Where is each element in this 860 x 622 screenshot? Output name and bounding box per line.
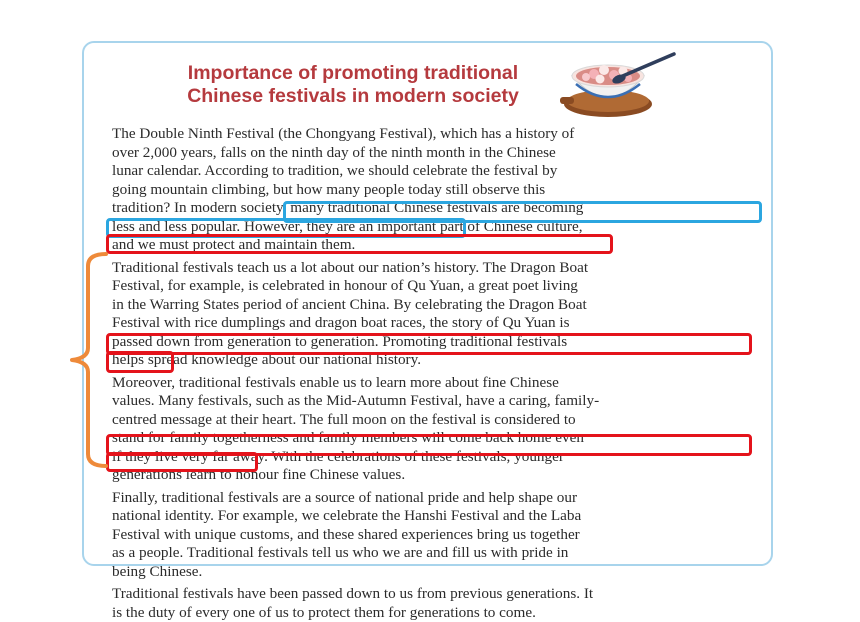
orange-bracket [68, 252, 108, 468]
text-line: generations learn to honour fine Chinese values. [112, 466, 764, 485]
text-line: Festival with rice dumplings and dragon boat races, the story of Qu Yuan is [112, 314, 764, 333]
text-line: lunar calendar. According to tradition, we should celebrate the festival by [112, 162, 764, 181]
title-line-2: Chinese festivals in modern society [118, 85, 588, 108]
text-line: Traditional festivals teach us a lot about our nation’s history. The Dragon Boat [112, 259, 764, 278]
text-line: helps spread knowledge about our national history. [112, 351, 764, 370]
text-line: and we must protect and maintain them. [112, 236, 764, 255]
text-line: being Chinese. [112, 563, 764, 582]
paragraph-4 [112, 489, 764, 582]
text-line: less and less popular. However, they are an important part of Chinese culture, [112, 218, 764, 237]
text-line: passed down from generation to generation. Promoting traditional festivals [112, 333, 764, 352]
text-line: Festival with unique customs, and these shared experiences bring us together [112, 526, 764, 545]
text-line: Moreover, traditional festivals enable us to learn more about fine Chinese [112, 374, 764, 393]
text-line: Finally, traditional festivals are a source of national pride and help shape our [112, 489, 764, 508]
highlight-topic-sentence-3b [106, 452, 258, 472]
highlight-topic-sentence-2b [106, 351, 174, 373]
tangyuan-bowl-illustration [556, 48, 696, 120]
text-line: centred message at their heart. The full moon on the festival is considered to [112, 411, 764, 430]
text-line: Traditional festivals have been passed down to us from previous generations. It [112, 585, 764, 604]
text-line: Festival, for example, is celebrated in honour of Qu Yuan, a great poet living [112, 277, 764, 296]
article-title [118, 62, 588, 108]
highlight-topic-sentence-1 [106, 234, 613, 254]
title-line-1: Importance of promoting traditional [118, 62, 588, 85]
text-line: if they live very far away. With the celebrations of these festivals, younger [112, 448, 764, 467]
text-line: values. Many festivals, such as the Mid-Autumn Festival, have a caring, family- [112, 392, 764, 411]
text-line: is the duty of every one of us to protect them for generations to come. [112, 604, 764, 622]
text-line: stand for family togetherness and family members will come back home even [112, 429, 764, 448]
paragraph-5 [112, 585, 764, 622]
text-line: over 2,000 years, falls on the ninth day of the ninth month in the Chinese [112, 144, 764, 163]
text-line: tradition? In modern society, many traditional Chinese festivals are becoming [112, 199, 764, 218]
text-line: going mountain climbing, but how many people today still observe this [112, 181, 764, 200]
text-line: as a people. Traditional festivals tell us who we are and fill us with pride in [112, 544, 764, 563]
highlight-topic-sentence-2a [106, 333, 752, 355]
article-body [112, 125, 764, 622]
text-line: in the Warring States period of ancient China. By celebrating the Dragon Boat [112, 296, 764, 315]
text-line: national identity. For example, we celebrate the Hanshi Festival and the Laba [112, 507, 764, 526]
text-line: The Double Ninth Festival (the Chongyang Festival), which has a history of [112, 125, 764, 144]
